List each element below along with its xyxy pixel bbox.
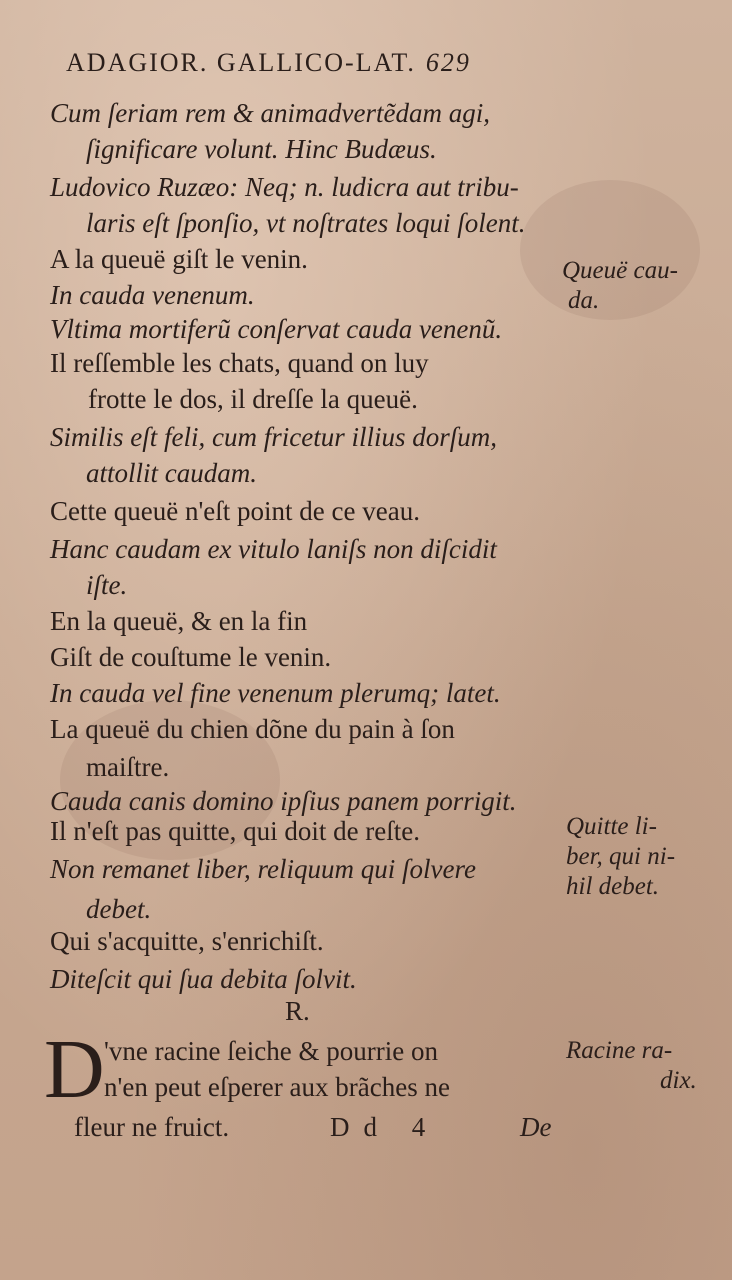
text-line: laris eſt ſponſio, vt noſtrates loqui ſolent. [86,208,526,238]
text-line: In cauda vel fine venenum plerumq; latet. [50,678,501,708]
catchword: De [520,1112,552,1142]
text-line: attollit caudam. [86,458,257,488]
text-line: n'en peut eſperer aux brãches ne [104,1072,450,1102]
text-line: Qui s'acquitte, s'enrichiſt. [50,926,324,956]
margin-note-queue-cauda: Queuë cau- da. [562,257,678,314]
text-line: Hanc caudam ex vitulo laniſs non diſcidit [50,534,497,564]
text-line: La queuë du chien dõne du pain à ſon [50,714,455,744]
text-line: Cauda canis domino ipſius panem porrigit. [50,786,517,816]
text-line: fleur ne fruict. [74,1112,230,1142]
text-line: Diteſcit qui ſua debita ſolvit. [50,964,357,994]
text-line: Ludovico Ruzæo: Neq; n. ludicra aut tribu- [50,172,519,202]
text-line: Non remanet liber, reliquum qui ſolvere [50,854,476,884]
text-line: Il n'eſt pas quitte, qui doit de reſte. [50,816,421,846]
text-line: Vltima mortiferũ conſervat cauda venenũ. [50,314,503,344]
text-line: Il reſſemble les chats, quand on luy [50,348,429,378]
text-line: A la queuë giſt le venin. [50,244,308,274]
text-line: Cette queuë n'eſt point de ce veau. [50,496,420,526]
running-title: ADAGIOR. GALLICO-LAT. [66,48,416,77]
text-line: En la queuë, & en la fin [50,606,308,636]
text-line: frotte le dos, il dreſſe la queuë. [88,384,418,414]
text-line: debet. [86,894,152,924]
text-line: Giſt de couſtume le venin. [50,642,332,672]
margin-note-racine-radix: Racine ra- dix. [566,1037,697,1094]
text-line: Similis eſt feli, cum fricetur illius dorſum, [50,422,497,452]
drop-cap: D [44,1023,105,1116]
margin-note-quitte-liber: Quitte li- ber, qui ni- hil debet. [566,813,676,900]
running-header [66,48,471,78]
text-line: maiſtre. [86,752,170,782]
signature-mark: Dd 4 [330,1112,440,1142]
text-line: ſignificare volunt. Hinc Budæus. [86,134,437,164]
text-line: 'vne racine ſeiche & pourrie on [104,1036,438,1066]
page-number: 629 [425,48,471,77]
section-letter: R. [285,996,310,1026]
text-line: Cum ſeriam rem & animadvertẽdam agi, [50,98,490,128]
text-line: iſte. [86,570,128,600]
text-line: In cauda venenum. [50,280,255,310]
